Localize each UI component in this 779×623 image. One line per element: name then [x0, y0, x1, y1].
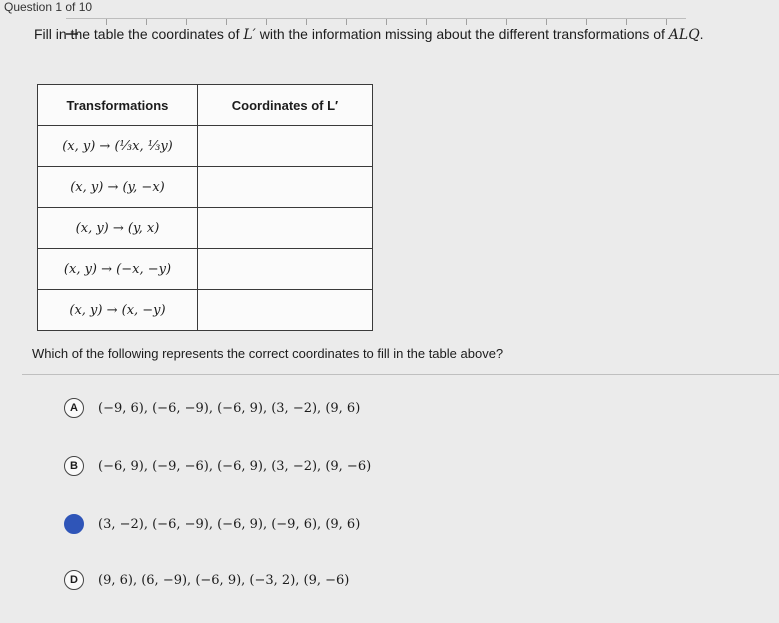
option-d-radio[interactable]: D: [64, 570, 84, 590]
prompt-text-after: .: [699, 26, 704, 42]
coordinate-cell: [197, 290, 372, 331]
ruler-tick: [586, 19, 587, 25]
ruler-tick: [186, 19, 187, 25]
prompt-figure: ALQ: [668, 27, 700, 43]
option-b[interactable]: [64, 456, 371, 476]
option-d[interactable]: [64, 570, 349, 590]
divider: [22, 374, 779, 375]
table-row: [38, 126, 373, 167]
option-a[interactable]: [64, 398, 360, 418]
transformation-rule: (x, y) → (y, −x): [38, 167, 198, 208]
transformation-rule: (x, y) → (−x, −y): [38, 249, 198, 290]
option-b-text: (−6, 9), (−9, −6), (−6, 9), (3, −2), (9, −6): [98, 458, 372, 474]
transformation-rule: (x, y) → (x, −y): [38, 290, 198, 331]
ruler-tick: [666, 19, 667, 25]
ruler-tick: [306, 19, 307, 25]
ruler-tick: [106, 19, 107, 25]
coordinate-cell: [197, 167, 372, 208]
option-c-text: (3, −2), (−6, −9), (−6, 9), (−9, 6), (9, 6): [98, 516, 361, 532]
option-b-radio[interactable]: B: [64, 456, 84, 476]
ruler-tick: [506, 19, 507, 25]
ruler-tick: [386, 19, 387, 25]
transformation-rule: (x, y) → (⅓x, ⅓y): [38, 126, 198, 167]
transformation-rule: (x, y) → (y, x): [38, 208, 198, 249]
option-a-radio[interactable]: A: [64, 398, 84, 418]
question-prompt: [34, 26, 704, 43]
prompt-text-before: Fill in the table the coordinates of: [34, 26, 244, 42]
question-counter: Question 1 of 10: [4, 0, 93, 14]
ruler-tick: [226, 19, 227, 25]
ruler-tick: [146, 19, 147, 25]
table-row: [38, 290, 373, 331]
transformations-table: [37, 84, 373, 331]
prompt-text-middle: with the information missing about the different transformations of: [255, 26, 669, 42]
prompt-point: L′: [243, 27, 256, 43]
coordinate-cell: [197, 208, 372, 249]
ruler-tick: [466, 19, 467, 25]
question-text: Which of the following represents the correct coordinates to fill in the table above?: [32, 346, 504, 361]
ruler-tick: [426, 19, 427, 25]
header-coordinates: Coordinates of L′: [197, 85, 372, 126]
ruler-tick: [346, 19, 347, 25]
ruler-tick: [546, 19, 547, 25]
ruler-tick: [626, 19, 627, 25]
option-a-text: (−9, 6), (−6, −9), (−6, 9), (3, −2), (9, 6): [98, 400, 361, 416]
option-c-radio-selected[interactable]: [64, 514, 84, 534]
table-row: [38, 249, 373, 290]
ruler-tick: [266, 19, 267, 25]
option-c[interactable]: [64, 514, 360, 534]
option-d-text: (9, 6), (6, −9), (−6, 9), (−3, 2), (9, −6): [98, 572, 350, 588]
table-header-row: [38, 85, 373, 126]
table-row: [38, 167, 373, 208]
coordinate-cell: [197, 126, 372, 167]
table-row: [38, 208, 373, 249]
header-transformations: Transformations: [38, 85, 198, 126]
coordinate-cell: [197, 249, 372, 290]
